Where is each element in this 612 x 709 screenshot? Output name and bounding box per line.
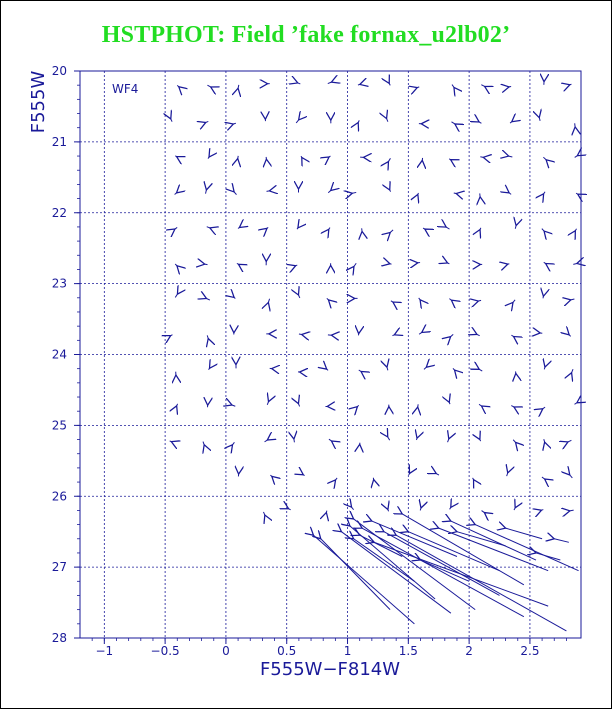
error-vector	[267, 402, 268, 405]
error-vector	[391, 301, 393, 302]
long-error-vector	[362, 528, 524, 617]
error-vector	[448, 263, 450, 264]
y-tick-label: 24	[51, 347, 67, 362]
error-vector	[387, 367, 388, 370]
long-error-vector	[420, 560, 469, 581]
error-vector	[575, 403, 577, 405]
error-vector	[454, 193, 456, 194]
error-vector	[329, 156, 330, 157]
error-vector	[448, 439, 449, 442]
error-vector	[171, 119, 172, 122]
error-vector	[207, 227, 210, 228]
error-vector	[409, 473, 410, 474]
error-vector	[359, 370, 361, 372]
error-vector	[296, 120, 298, 123]
error-vector	[207, 335, 208, 338]
error-vector	[298, 295, 299, 298]
error-vector	[175, 193, 177, 195]
error-vector	[544, 262, 546, 263]
error-vector	[570, 84, 572, 85]
error-vector	[570, 475, 573, 478]
error-vector	[419, 298, 420, 300]
error-vector	[298, 83, 301, 84]
x-tick-label: 2.5	[520, 644, 540, 658]
error-vector	[232, 442, 234, 444]
error-vector	[170, 441, 172, 442]
error-vector	[473, 478, 474, 480]
error-vector	[511, 406, 514, 407]
error-vector	[420, 508, 421, 510]
error-vector	[206, 298, 209, 300]
error-vector	[237, 263, 239, 264]
error-vector	[357, 405, 358, 406]
error-vector	[388, 510, 389, 512]
error-vector	[175, 227, 177, 229]
error-vector	[177, 85, 179, 86]
error-vector	[573, 263, 577, 264]
long-error-vector	[506, 528, 542, 539]
error-vector	[452, 85, 454, 88]
chart-title: HSTPHOT: Field ’fake fornax_u2lb02’	[101, 22, 511, 48]
long-error-vector	[475, 525, 578, 571]
x-tick-label: −0.5	[150, 644, 180, 658]
error-vector	[238, 156, 239, 159]
long-error-vector	[321, 539, 390, 610]
long-error-vector	[457, 532, 506, 546]
error-vector	[352, 507, 354, 510]
error-vector	[328, 82, 332, 83]
error-vector	[575, 229, 576, 231]
error-vector	[575, 156, 578, 158]
error-vector	[544, 367, 545, 369]
vector-layer	[170, 82, 579, 631]
error-vector	[390, 230, 393, 233]
error-vector	[542, 510, 544, 511]
error-vector	[388, 158, 390, 161]
error-vector	[417, 87, 419, 88]
error-vector	[479, 369, 482, 371]
error-vector	[328, 190, 330, 192]
error-vector	[392, 335, 394, 336]
error-vector	[452, 122, 455, 124]
error-vector	[208, 157, 209, 159]
error-vector	[479, 122, 481, 123]
error-vector	[543, 157, 546, 160]
error-vector	[480, 157, 483, 158]
error-vector	[389, 83, 390, 85]
long-error-vector	[536, 553, 560, 560]
panel-label: WF4	[112, 82, 139, 96]
error-vector	[453, 368, 455, 370]
x-tick-label: 0	[222, 644, 230, 658]
error-vector	[482, 511, 485, 513]
error-vector	[423, 228, 425, 229]
error-vector	[478, 300, 481, 301]
error-vector	[570, 510, 574, 511]
error-vector	[515, 226, 516, 229]
error-vector	[449, 159, 450, 160]
error-vector	[296, 265, 298, 266]
error-vector	[390, 190, 391, 192]
error-vector	[539, 118, 540, 121]
error-vector	[206, 121, 209, 122]
error-vector	[327, 369, 328, 370]
error-vector	[424, 367, 426, 369]
error-vector	[576, 193, 578, 194]
error-vector	[270, 475, 271, 476]
error-vector	[175, 156, 176, 157]
long-error-vector	[354, 539, 415, 582]
error-vector	[358, 84, 360, 85]
error-vector	[514, 508, 515, 510]
x-axis-title: F555W−F814W	[259, 659, 401, 680]
long-error-vector	[341, 532, 450, 614]
error-vector	[298, 404, 299, 407]
error-vector	[510, 122, 512, 123]
error-vector	[234, 297, 235, 298]
error-vector	[387, 119, 388, 122]
error-vector	[507, 473, 508, 476]
error-vector	[265, 440, 268, 442]
error-vector	[263, 512, 264, 515]
error-vector	[354, 263, 356, 266]
error-vector	[327, 298, 329, 300]
error-vector	[572, 369, 573, 373]
error-vector	[568, 440, 571, 442]
y-tick-label: 21	[51, 134, 67, 149]
error-vector	[451, 334, 454, 336]
error-vector	[542, 229, 544, 231]
error-vector	[480, 228, 481, 230]
y-tick-label: 22	[51, 205, 67, 220]
error-vector	[449, 402, 450, 404]
x-tick-label: 2	[465, 644, 473, 658]
long-error-vector	[554, 539, 569, 543]
long-error-vector	[451, 521, 536, 560]
error-vector	[267, 227, 268, 228]
error-vector	[450, 507, 451, 509]
error-vector	[171, 335, 173, 336]
error-vector	[511, 335, 513, 336]
error-vector	[233, 123, 235, 124]
error-vector	[358, 120, 359, 122]
error-vector	[477, 334, 480, 335]
y-tick-label: 26	[51, 489, 67, 504]
error-vector	[329, 228, 330, 230]
x-tick-label: 1	[343, 644, 352, 658]
error-vector	[569, 335, 571, 336]
error-vector	[479, 404, 481, 406]
error-vector	[203, 442, 204, 445]
error-vector	[418, 193, 419, 194]
error-vector	[232, 405, 235, 406]
error-vector	[446, 227, 449, 229]
error-vector	[177, 404, 178, 406]
error-vector	[449, 299, 451, 301]
x-tick-label: −1	[95, 644, 114, 658]
error-vector	[544, 439, 545, 442]
x-tick-label: 0.5	[277, 644, 297, 658]
error-vector	[234, 192, 236, 195]
long-error-vector	[354, 519, 476, 610]
error-vector	[175, 294, 177, 297]
error-vector	[509, 156, 513, 157]
error-vector	[175, 264, 177, 266]
error-vector	[513, 440, 515, 443]
error-vector	[419, 332, 422, 334]
axes-layer	[52, 64, 581, 658]
error-vector	[209, 368, 210, 369]
y-tick-label: 25	[51, 418, 67, 433]
error-vector	[481, 85, 484, 87]
error-vector	[513, 300, 515, 303]
error-vector	[297, 228, 298, 229]
error-vector	[238, 85, 239, 88]
long-error-vector	[396, 535, 566, 631]
y-tick-label: 23	[51, 276, 67, 291]
error-vector	[289, 509, 291, 510]
error-vector	[206, 190, 207, 194]
error-vector	[480, 440, 481, 442]
error-vector	[336, 478, 338, 480]
error-vector	[207, 85, 210, 87]
error-vector	[301, 156, 302, 157]
error-vector	[542, 477, 545, 479]
y-tick-label: 28	[51, 631, 67, 645]
y-axis-title: F555W	[28, 70, 49, 134]
error-vector	[388, 437, 390, 440]
error-vector	[571, 299, 575, 300]
error-vector	[436, 474, 439, 475]
error-vector	[416, 438, 417, 440]
x-tick-label: 1.5	[398, 644, 418, 658]
error-vector	[509, 193, 511, 194]
error-vector	[294, 439, 295, 442]
y-tick-label: 20	[51, 64, 67, 78]
error-vector	[329, 439, 332, 441]
error-vector	[303, 475, 304, 476]
error-vector	[238, 227, 239, 228]
error-vector	[543, 407, 545, 409]
error-vector	[268, 299, 269, 303]
y-tick-label: 27	[51, 560, 67, 575]
error-vector	[352, 192, 356, 193]
error-vector	[544, 192, 545, 194]
